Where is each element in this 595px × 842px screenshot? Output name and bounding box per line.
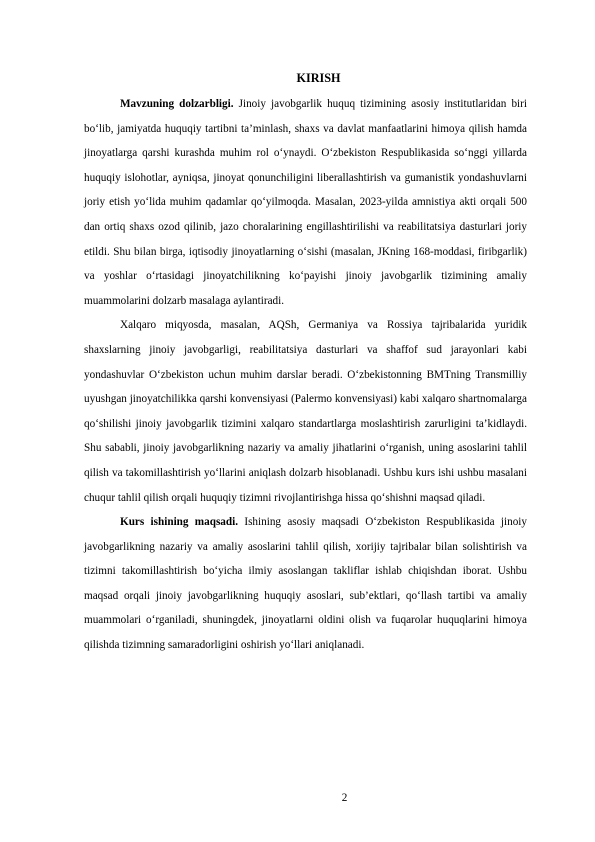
paragraph-lead: Mavzuning dolzarbligi. (120, 98, 234, 110)
document-page (84, 70, 527, 658)
paragraph-body: Jinoiy javobgarlik huquq tizimining asosiy institutlaridan biri bo‘lib, jamiyatda huquqiy tartibni ta’minlash, shaxs va davlat manfaatlarini himoya qilish hamda jinoyatlarga qarshi kurashda muhim rol o‘ynaydi. O‘zbekiston Respublikasida so‘nggi yillarda huquqiy islohotlar, ayniqsa, jinoyat qonunchiligini liberallashtirish va gumanistik yondashuvlarni joriy etish yo‘lida muhim qadamlar qo‘yilmoqda. Masalan, 2023-yilda amnistiya akti orqali 500 dan ortiq shaxs ozod qilinib, jazo choralarining engillashtirilishi va reabilitatsiya dasturlari joriy etildi. Shu bilan birga, iqtisodiy jinoyatlarning o‘sishi (masalan, JKning 168-moddasi, firibgarlik) va yoshlar o‘rtasidagi jinoyatchilikning ko‘payishi jinoiy javobgarlik tizimining amaliy muammolarini dolzarb masalaga aylantiradi. (84, 98, 527, 307)
paragraph-international (84, 313, 527, 510)
paragraph-relevance (84, 92, 527, 313)
paragraph-body: Xalqaro miqyosda, masalan, AQSh, Germaniya va Rossiya tajribalarida yuridik shaxslarning jinoiy javobgarligi, reabilitatsiya dasturlari va shaffof sud jarayonlari kabi yondashuvlar O‘zbekiston uchun muhim darslar beradi. O‘zbekistonning BMTning Transmilliy uyushgan jinoyatchilikka qarshi konvensiyasi (Palermo konvensiyasi) kabi xalqaro shartnomalarga qo‘shilishi jinoiy javobgarlik tizimini xalqaro standartlarga moslashtirish zarurligini ta’kidlaydi. Shu sababli, jinoiy javobgarlikning nazariy va amaliy jihatlarini o‘rganish, uning asoslarini tahlil qilish va takomillashtirish yo‘llarini aniqlash dolzarb hisoblanadi. Ushbu kurs ishi ushbu masalani chuqur tahlil qilish orqali huquqiy tizimni rivojlantirishga hissa qo‘shishni maqsad qiladi. (84, 319, 527, 504)
paragraph-goal (84, 510, 527, 658)
paragraph-lead: Kurs ishining maqsadi. (120, 516, 239, 529)
page-number: 2 (341, 792, 348, 804)
section-heading: KIRISH (296, 71, 341, 85)
paragraph-body: Ishining asosiy maqsadi O‘zbekiston Respublikasida jinoiy javobgarlikning nazariy va amaliy asoslarini tahlil qilish, xorijiy tajribalar bilan solishtirish va tizimni takomillashtirish bo‘yicha ilmiy asoslangan takliflar ishlab chiqishdan iborat. Ushbu maqsad orqali jinoiy javobgarlikning huquqiy asoslari, sub’ektlari, qo‘llash tartibi va amaliy muammolari o‘rganiladi, shuningdek, jinoyatlarni oldini olish va fuqarolar huquqlarini himoya qilishda tizimning samaradorligini oshirish yo‘llari aniqlanadi. (84, 516, 527, 652)
